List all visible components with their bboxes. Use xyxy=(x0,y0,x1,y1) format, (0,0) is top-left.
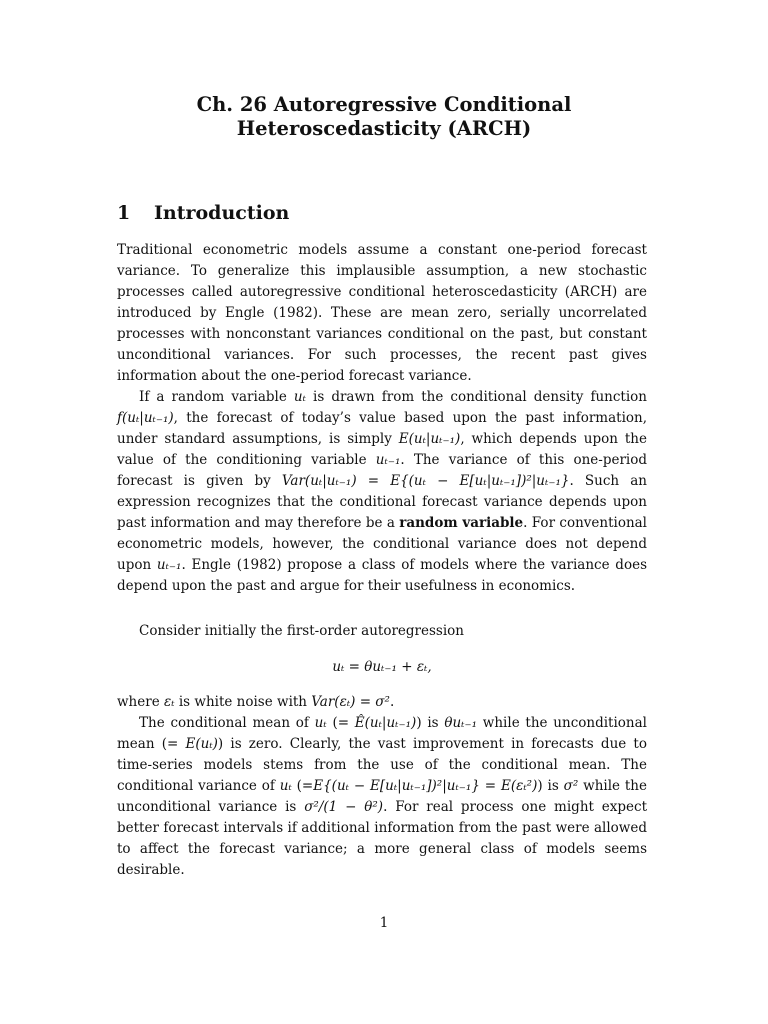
math-u-t-c: uₜ xyxy=(279,778,292,794)
math-u-t-b: uₜ xyxy=(314,715,327,731)
math-expectation-u: E(uₜ) xyxy=(185,736,218,752)
math-variance-epsilon: Var(εₜ) = σ² xyxy=(311,694,390,710)
math-unconditional-variance: σ²/(1 − θ²) xyxy=(304,799,384,815)
page-number: 1 xyxy=(379,915,389,931)
math-variance-expression: Var(uₜ|uₜ₋₁) = E{(uₜ − E[uₜ|uₜ₋₁])²|uₜ₋₁} xyxy=(281,473,570,489)
section-title: Introduction xyxy=(154,202,290,224)
math-conditional-expectation: E(uₜ|uₜ₋₁) xyxy=(398,431,461,447)
math-conditional-variance: E{(uₜ − E[uₜ|uₜ₋₁])²|uₜ₋₁} = E(εₜ²) xyxy=(313,778,538,794)
math-sigma-squared: σ² xyxy=(563,778,579,794)
math-conditional-density: f(uₜ|uₜ₋₁) xyxy=(117,410,174,426)
paragraph-5: The conditional mean of uₜ (= Ê(uₜ|uₜ₋₁)) is θuₜ₋₁ while the unconditional mean (= E(uₜ)) is zero. Clearly, the vast improvement in forecasts due to time-series models stems from the use of the conditional mean. The conditional variance of uₜ (=E{(uₜ − E[uₜ|uₜ₋₁])²|uₜ₋₁} = E(εₜ²)) is σ² while the unconditional variance is σ²/(1 − θ²). For real process one might expect better forecast intervals if additional information from the past were allowed to affect the forecast variance; a more general class of models seems desirable. xyxy=(117,715,648,878)
math-u-t-minus-1: uₜ₋₁ xyxy=(375,452,401,468)
paragraph-3: Consider initially the first-order autoregression xyxy=(139,623,464,639)
ar1-equation: uₜ = θuₜ₋₁ + εₜ, xyxy=(332,659,432,675)
section-heading xyxy=(117,201,289,225)
section-number: 1 xyxy=(117,202,131,224)
paragraph-4: where εₜ is white noise with Var(εₜ) = σ². xyxy=(117,694,395,710)
math-conditional-expectation-hat: Ê(uₜ|uₜ₋₁) xyxy=(354,715,417,731)
paragraph-2: If a random variable uₜ is drawn from the conditional density function f(uₜ|uₜ₋₁), the forecast of today’s value based upon the past information, under standard assumptions, is simply E(uₜ|uₜ₋₁), which depends upon the value of the conditioning variable uₜ₋₁. The variance of this one-period forecast is given by Var(uₜ|uₜ₋₁) = E{(uₜ − E[uₜ|uₜ₋₁])²|uₜ₋₁}. Such an expression recognizes that the conditional forecast variance depends upon past information and may therefore be a random variable. For conventional econometric models, however, the conditional variance does not depend upon uₜ₋₁. Engle (1982) propose a class of models where the variance does depend upon the past and argue for their usefulness in economics. xyxy=(117,389,648,594)
chapter-title-line-1: Ch. 26 Autoregressive Conditional xyxy=(196,93,572,116)
math-u-t: uₜ xyxy=(293,389,306,405)
chapter-title-line-2: Heteroscedasticity (ARCH) xyxy=(236,117,532,140)
bold-random-variable: random variable xyxy=(399,515,524,531)
math-u-t-minus-1-b: uₜ₋₁ xyxy=(156,557,182,573)
math-theta-u: θuₜ₋₁ xyxy=(444,715,478,731)
paragraph-1: Traditional econometric models assume a constant one-period forecast variance. To generalize this implausible assumption, a new stochastic processes called autoregressive conditional heteroscedasticity (ARCH) are introduced by Engle (1982). These are mean zero, serially uncorrelated processes with nonconstant variances conditional on the past, but constant unconditional variances. For such processes, the recent past gives information about the one-period forecast variance. xyxy=(117,242,647,384)
math-epsilon-t: εₜ xyxy=(163,694,175,710)
chapter-title xyxy=(0,93,768,141)
